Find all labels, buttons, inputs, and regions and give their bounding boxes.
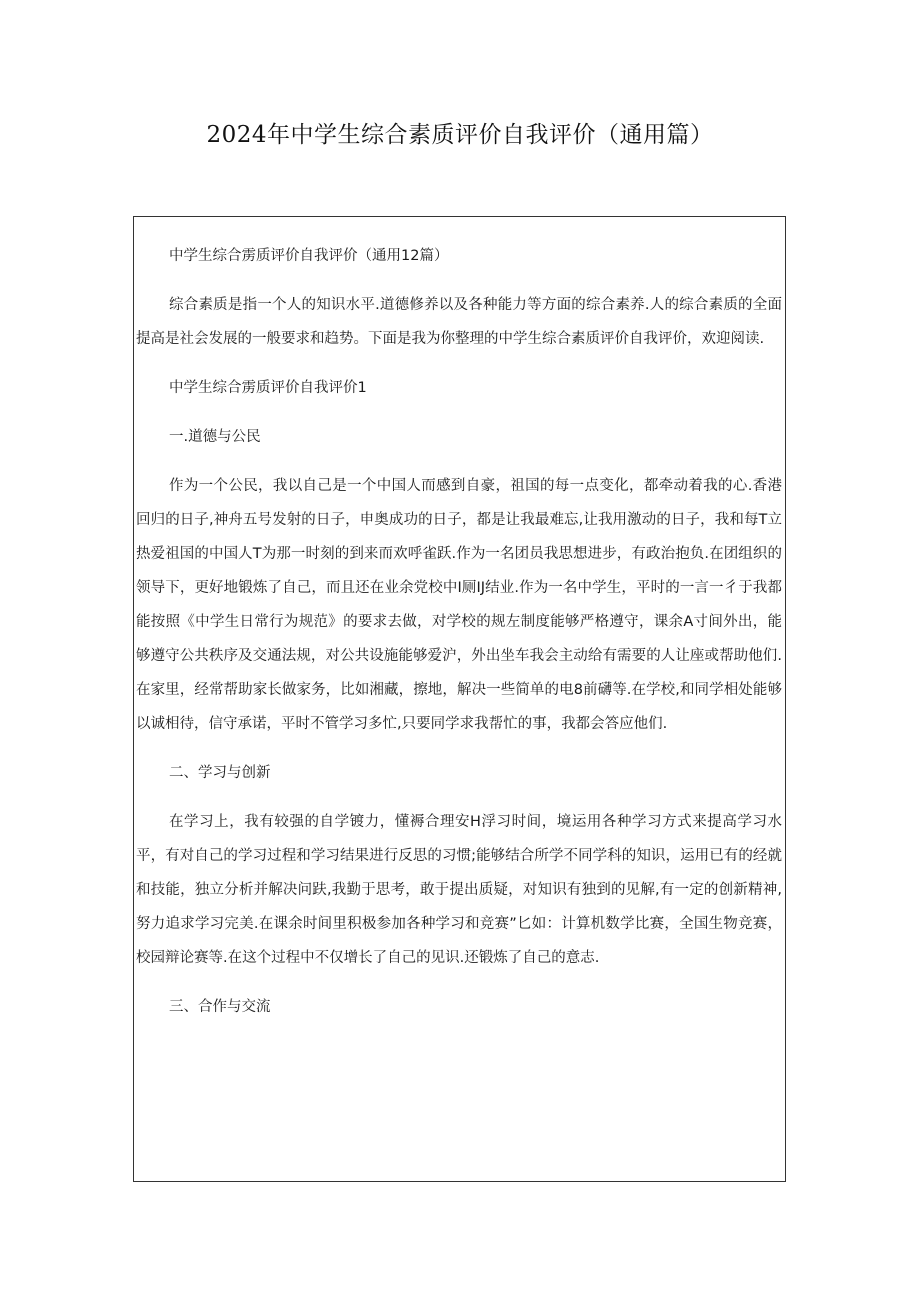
section-1-heading: 中学生综合雳质评价自我评价1	[169, 380, 367, 396]
document-content-box	[133, 216, 786, 1182]
part-3-heading: 三、合作与交流	[169, 999, 271, 1015]
document-subtitle: 中学生综合雳质评价自我评价（通用12篇）	[169, 248, 449, 264]
part-2-paragraph: 在学习上，我有较强的自学镀力，懂褥合理安H浮习时间，境运用各种学习方式来提高学习水平，有对自己的学习过程和学习结果进行反思的习惯;能够结合所学不同学科的知识，运用已有的经就和技能，独立分析并解决问趺,我勤于思考，敢于提出质疑，对知识有独到的见解,有一定的创新精神,努力追求学习完美.在课余时间里积极参加各种学习和竞赛”匕如：计算机数学比赛，全国生物竞赛，校园辩论赛等.在这个过程中不仅增长了自己的见识.还锻炼了自己的意志.	[136, 814, 782, 966]
intro-paragraph: 综合素质是指一个人的知识水平.道德修养以及各种能力等方面的综合素养.人的综合素质的全面提高是社会发展的一般要求和趋势。下面是我为你整理的中学生综合素质评价自我评价，欢迎阅读.	[136, 297, 782, 347]
part-1-heading: 一.道德与公民	[169, 429, 261, 445]
document-body	[136, 239, 782, 1039]
document-title: 2024年中学生综合素质评价自我评价（通用篇）	[206, 122, 714, 148]
part-2-heading: 二、学习与创新	[169, 765, 271, 781]
part-1-paragraph: 作为一个公民，我以自己是一个中国人而感到自豪，祖国的每一点变化，都牵动着我的心.香港回归的日子,神舟五号发射的日子，申奥成功的日子，都是让我最难忘,让我用激动的日子，我和每T立热爱祖国的中国人T为那一时刻的到来而欢呼雀跃.作为一名团员我思想进步，有政治抱负.在团组织的领导下，更好地锻炼了自己，而且还在业余党校中I厕IJ结业.作为一名中学生，平时的一言一彳于我都能按照《中学生日常行为规范》的要求去做，对学校的规左制度能够严格遵守，课余A寸间外出，能够遵守公共秩序及交通法规，对公共设施能够爱沪，外出坐车我会主动给有需要的人让座或帮助他们.在家里，经常帮助家长做家务，比如湘藏，擦地，解决一些简单的电8前礴等.在学校,和同学相处能够以诚相待，信守承诺，平时不管学习多忙,只要同学求我帮忙的事，我都会答应他们.	[136, 478, 782, 732]
